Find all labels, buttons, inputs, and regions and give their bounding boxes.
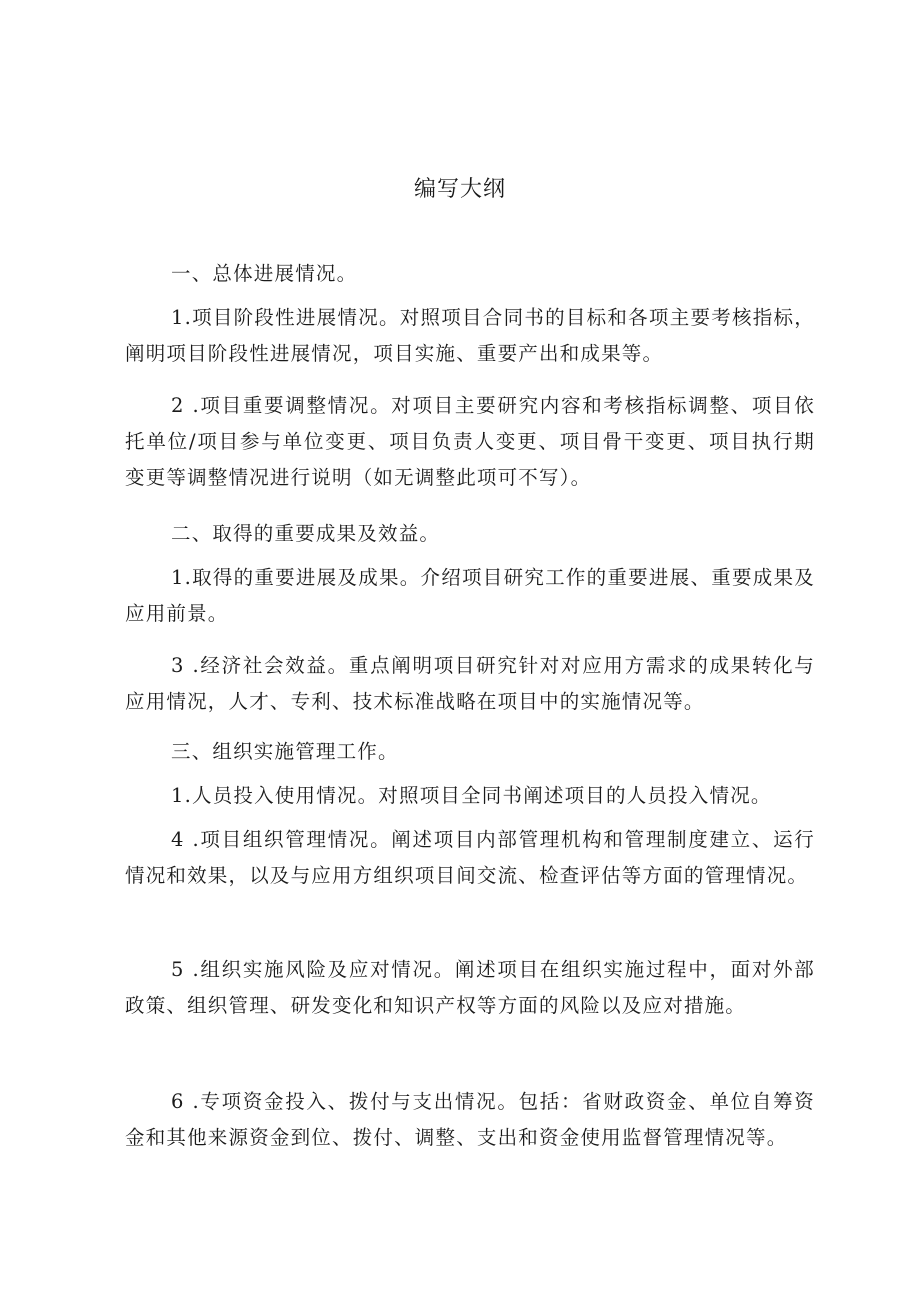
section-heading-3: 三、组织实施管理工作。 [171, 740, 399, 763]
section-heading-2: 二、取得的重要成果及效益。 [171, 522, 441, 545]
paragraph-item: 1.项目阶段性进展情况。对照项目合同书的目标和各项主要考核指标，阐明项目阶段性进展情况，项目实施、重要产出和成果等。 [125, 306, 815, 365]
paragraph-item: 4 .项目组织管理情况。阐述项目内部管理机构和管理制度建立、运行情况和效果，以及与应用方组织项目间交流、检查评估等方面的管理情况。 [125, 828, 815, 887]
paragraph-item: 1.人员投入使用情况。对照项目全同书阐述项目的人员投入情况。 [171, 784, 772, 807]
section-heading-1: 一、总体进展情况。 [171, 262, 358, 285]
document-title: 编写大纲 [413, 177, 506, 202]
paragraph-item: 3 .经济社会效益。重点阐明项目研究针对对应用方需求的成果转化与应用情况，人才、专利、技术标准战略在项目中的实施情况等。 [125, 654, 815, 713]
paragraph-item: 5 .组织实施风险及应对情况。阐述项目在组织实施过程中，面对外部政策、组织管理、研发变化和知识产权等方面的风险以及应对措施。 [125, 958, 815, 1017]
paragraph-item: 1.取得的重要进展及成果。介绍项目研究工作的重要进展、重要成果及应用前景。 [125, 566, 815, 625]
paragraph-item: 2 .项目重要调整情况。对项目主要研究内容和考核指标调整、项目依托单位/项目参与单位变更、项目负责人变更、项目骨干变更、项目执行期变更等调整情况进行说明（如无调整此项可不写）。 [125, 394, 815, 489]
paragraph-item: 6 .专项资金投入、拨付与支出情况。包括：省财政资金、单位自筹资金和其他来源资金到位、拨付、调整、支出和资金使用监督管理情况等。 [125, 1090, 815, 1149]
